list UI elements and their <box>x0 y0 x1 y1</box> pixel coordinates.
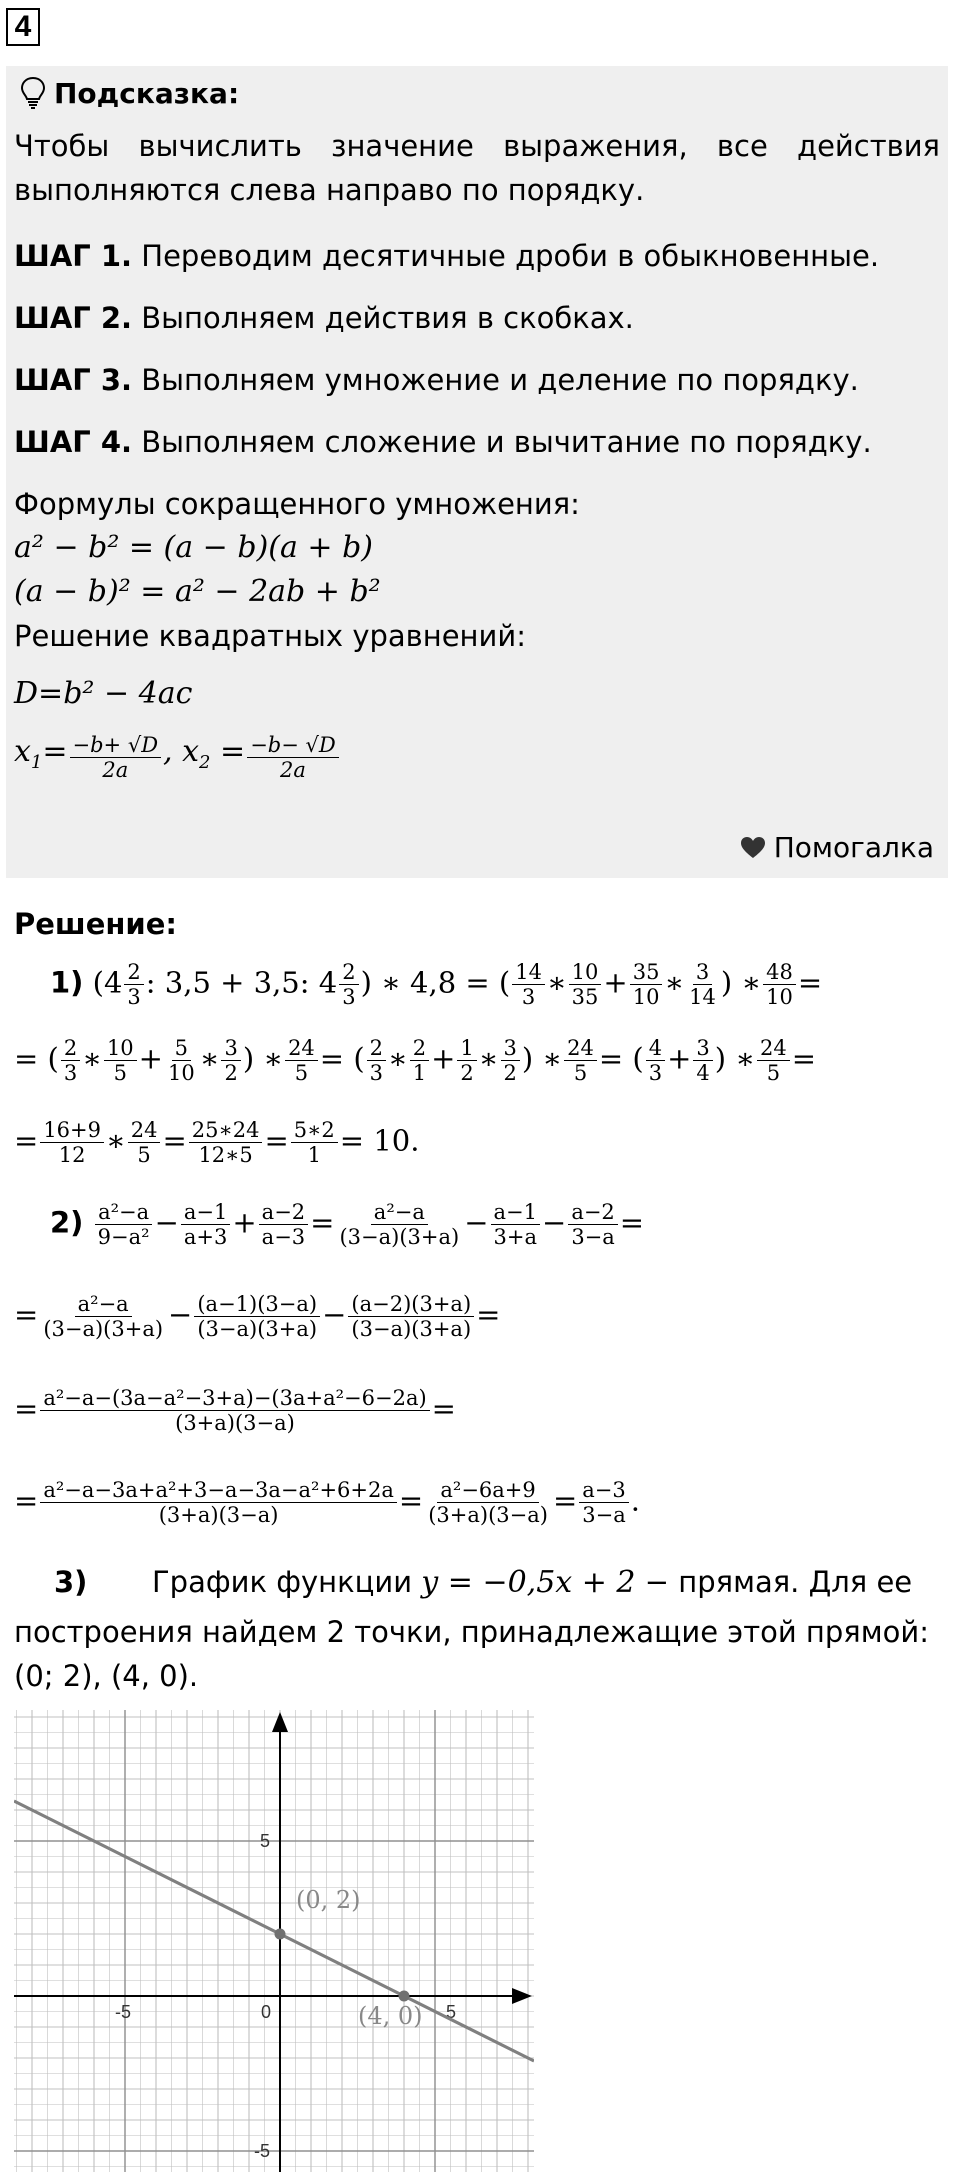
part2-label: 2) <box>50 1205 84 1240</box>
step-2 <box>14 296 634 340</box>
formula-diff-squares: a² − b² = (a − b)(a + b) <box>14 530 373 565</box>
step-2-text: Выполняем действия в скобках. <box>141 301 634 335</box>
part3-text2: − прямая. Для ее <box>644 1565 913 1599</box>
hint-title-text: Подсказка: <box>54 76 240 110</box>
y-axis-arrow <box>272 1712 288 1732</box>
part3-line2: построения найдем 2 точки, принадлежащие этой прямой: <box>14 1615 929 1649</box>
step-1-text: Переводим десятичные дроби в обыкновенные. <box>141 239 880 273</box>
hint-title <box>20 76 239 110</box>
brand-label: Помогалка <box>773 831 934 864</box>
discriminant-formula: D=b² − 4ac <box>14 676 193 711</box>
part2-line3: = $\frac{\text{a²−a−(3a−a²−3+a)−(3a+a²−6−2a)}}{(3+a)(3-a)}$ = <box>14 1386 456 1435</box>
function-line <box>14 1801 534 2061</box>
solution-title: Решение: <box>14 907 178 941</box>
x-tick-label: 0 <box>260 2002 272 2022</box>
x-tick-label: -5 <box>114 2002 132 2022</box>
part1-line1: 1) (4 $\frac{2}{3}$ : 3,5 + 3,5: 4 $\frac{2}{3}$ ) ∗ 4,8 = ( $\frac{14}{3}$ ∗ $\frac{10}{35}$ + $\frac{35}{10}$ ∗ $\frac{3}{14}$ ) ∗ $\frac{48}{10}$ = <box>50 960 823 1009</box>
part2-line2: = $\frac{\text{a²−a}}{(3-a)(3+a)}$ − $\frac{(a-1)(3-a)}{(3-a)(3+a)}$ − $\frac{(a-2)(3+a)}{(3-a)(3+a)}$ = <box>14 1292 501 1341</box>
step-3-label: ШАГ 3. <box>14 363 133 397</box>
point-label: (4, 0) <box>358 2002 423 2030</box>
part3-text1: График функции <box>151 1565 413 1599</box>
point-marker <box>275 1929 286 1940</box>
formula-square-diff: (a − b)² = a² − 2ab + b² <box>14 574 381 609</box>
part2-line4: = $\frac{\text{a²−a−3a+a²+3−a−3a−a²+6+2a}}{(3+a)(3-a)}$ = $\frac{\text{a²−6a+9}}{(3+a)(3-a)}$ = $\frac{a-3}{3-a}$ . <box>14 1478 640 1527</box>
part3-line3: (0; 2), (4, 0). <box>14 1659 199 1693</box>
part1-line2: = ( $\frac{2}{3}$ ∗ $\frac{10}{5}$ + $\frac{5}{10}$ ∗ $\frac{3}{2}$ ) ∗ $\frac{24}{5}$ = ( $\frac{2}{3}$ ∗ $\frac{2}{1}$ + $\frac{1}{2}$ ∗ $\frac{3}{2}$ ) ∗ $\frac{24}{5}$ = ( $\frac{4}{3}$ + $\frac{3}{4}$ ) ∗ $\frac{24}{5}$ = <box>14 1036 817 1085</box>
step-4 <box>14 420 872 464</box>
quadratic-title: Решение квадратных уравнений: <box>14 619 526 653</box>
part3-line1 <box>54 1560 948 1605</box>
part1-line3: = $\frac{16+9}{12}$ ∗ $\frac{24}{5}$ = $\frac{25∗24}{12∗5}$ = $\frac{5∗2}{1}$ = 10. <box>14 1118 420 1167</box>
part1-label: 1) <box>50 965 84 1000</box>
point-label: (0, 2) <box>296 1886 361 1914</box>
point-marker <box>399 1991 410 2002</box>
pomogalka-brand <box>740 831 934 864</box>
part3-function: y = −0,5x + 2 <box>421 1565 636 1600</box>
task-number: 4 <box>6 8 40 46</box>
y-tick-label: 5 <box>259 1831 270 1851</box>
step-3 <box>14 358 859 402</box>
lightbulb-icon <box>20 76 46 110</box>
step-2-label: ШАГ 2. <box>14 301 133 335</box>
step-3-text: Выполняем умножение и деление по порядку. <box>141 363 859 397</box>
part2-line1: 2) $\frac{\text{a²−a}}{\text{9−a²}}$ − $\frac{a-1}{a+3}$ + $\frac{a-2}{a-3}$ = $\frac{\text{a²−a}}{(3-a)(3+a)}$ − $\frac{a-1}{3+a}$ − $\frac{a-2}{3-a}$ = <box>50 1200 645 1249</box>
hint-intro: Чтобы вычислить значение выражения, все действия выполняются слева направо по порядку. <box>14 129 940 207</box>
formulas-title: Формулы сокращенного умножения: <box>14 487 580 521</box>
y-tick-label: -5 <box>253 2141 270 2161</box>
x-axis-arrow <box>512 1988 532 2004</box>
x-tick-label: 5 <box>445 2002 457 2022</box>
part3-label: 3) <box>54 1565 88 1599</box>
roots-formula: $x_1=$ $\frac{-b+ √D}{2a}$ , $x_2$ = $\frac{-b- √D}{2a}$ <box>14 730 341 785</box>
step-4-text: Выполняем сложение и вычитание по порядку. <box>141 425 872 459</box>
step-4-label: ШАГ 4. <box>14 425 133 459</box>
step-1-label: ШАГ 1. <box>14 239 133 273</box>
heart-icon <box>740 836 766 860</box>
step-1 <box>14 234 879 278</box>
hint-box <box>6 66 948 878</box>
function-graph <box>14 1710 534 2172</box>
